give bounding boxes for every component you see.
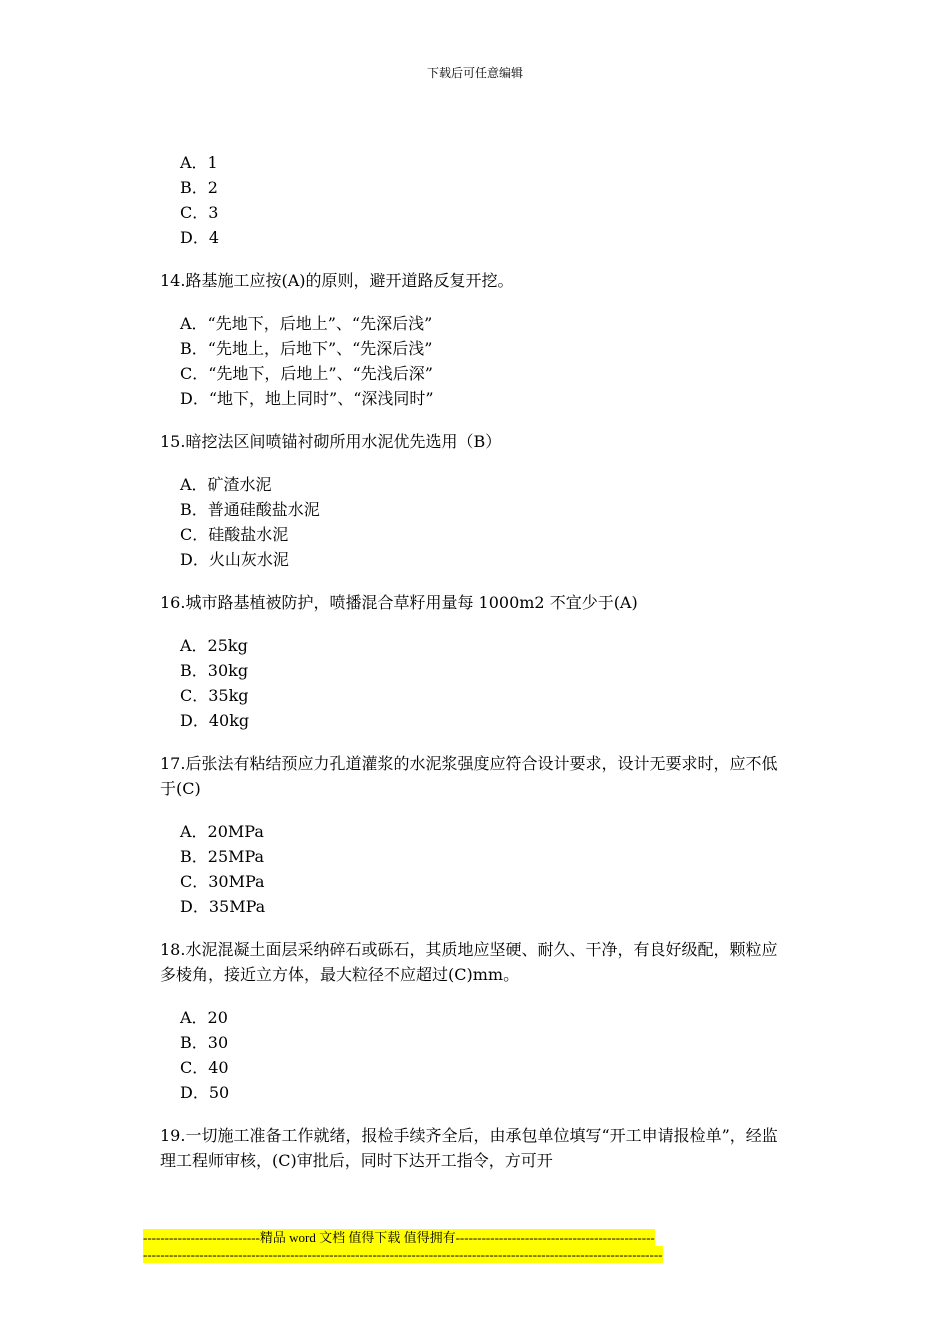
option-c: C．硅酸盐水泥 bbox=[180, 525, 289, 544]
question-options bbox=[160, 311, 790, 411]
footer-dash-line: ------------------------------------------------------------------------------------------------------------------------ bbox=[143, 1247, 663, 1262]
question-options bbox=[160, 819, 790, 919]
option-c: C．30MPa bbox=[180, 872, 265, 891]
option-a: A．25kg bbox=[180, 636, 248, 655]
question-options bbox=[160, 472, 790, 572]
question-19 bbox=[160, 1123, 790, 1173]
option-b: B．2 bbox=[180, 178, 218, 197]
question-text: 14.路基施工应按(A)的原则，避开道路反复开挖。 bbox=[160, 271, 514, 290]
option-b: B．30kg bbox=[180, 661, 249, 680]
option-c: C．40 bbox=[180, 1058, 229, 1077]
question-16 bbox=[160, 590, 790, 733]
option-d: D．火山灰水泥 bbox=[180, 550, 289, 569]
question-17 bbox=[160, 751, 790, 919]
option-a: A．20 bbox=[180, 1008, 228, 1027]
option-d: D．“地下，地上同时”、“深浅同时” bbox=[180, 389, 434, 408]
document-body bbox=[160, 150, 790, 1173]
option-a: A．1 bbox=[180, 153, 218, 172]
question-text: 19.一切施工准备工作就绪，报检手续齐全后，由承包单位填写“开工申请报检单”，经监理工程师审核，(C)审批后，同时下达开工指令，方可开 bbox=[160, 1126, 778, 1170]
option-b: B．30 bbox=[180, 1033, 229, 1052]
header-text: 下载后可任意编辑 bbox=[426, 66, 523, 80]
leading-options bbox=[160, 150, 790, 250]
question-text: 17.后张法有粘结预应力孔道灌浆的水泥浆强度应符合设计要求，设计无要求时，应不低于(C) bbox=[160, 754, 778, 798]
page-header bbox=[0, 66, 950, 80]
question-15 bbox=[160, 429, 790, 572]
question-options bbox=[160, 633, 790, 733]
question-text: 18.水泥混凝土面层采纳碎石或砾石，其质地应坚硬、耐久、干净，有良好级配，颗粒应多棱角，接近立方体，最大粒径不应超过(C)mm。 bbox=[160, 940, 778, 984]
option-b: B．“先地上，后地下”、“先深后浅” bbox=[180, 339, 433, 358]
option-c: C．35kg bbox=[180, 686, 249, 705]
option-b: B．普通硅酸盐水泥 bbox=[180, 500, 320, 519]
question-14 bbox=[160, 268, 790, 411]
question-text: 15.暗挖法区间喷锚衬砌所用水泥优先选用（B） bbox=[160, 432, 502, 451]
question-options bbox=[160, 1005, 790, 1105]
option-c: C．“先地下，后地上”、“先浅后深” bbox=[180, 364, 433, 383]
option-d: D．50 bbox=[180, 1083, 230, 1102]
option-b: B．25MPa bbox=[180, 847, 265, 866]
option-a: A．20MPa bbox=[180, 822, 264, 841]
option-d: D．35MPa bbox=[180, 897, 266, 916]
option-a: A．“先地下，后地上”、“先深后浅” bbox=[180, 314, 433, 333]
option-d: D．4 bbox=[180, 228, 220, 247]
page-footer bbox=[143, 1229, 743, 1263]
option-a: A．矿渣水泥 bbox=[180, 475, 272, 494]
footer-banner-line: ---------------------------精品 word 文档 值得下载 值得拥有---------------------------------------------- bbox=[143, 1230, 655, 1245]
option-c: C．3 bbox=[180, 203, 219, 222]
question-18 bbox=[160, 937, 790, 1105]
question-text: 16.城市路基植被防护，喷播混合草籽用量每 1000m2 不宜少于(A) bbox=[160, 593, 638, 612]
option-d: D．40kg bbox=[180, 711, 250, 730]
